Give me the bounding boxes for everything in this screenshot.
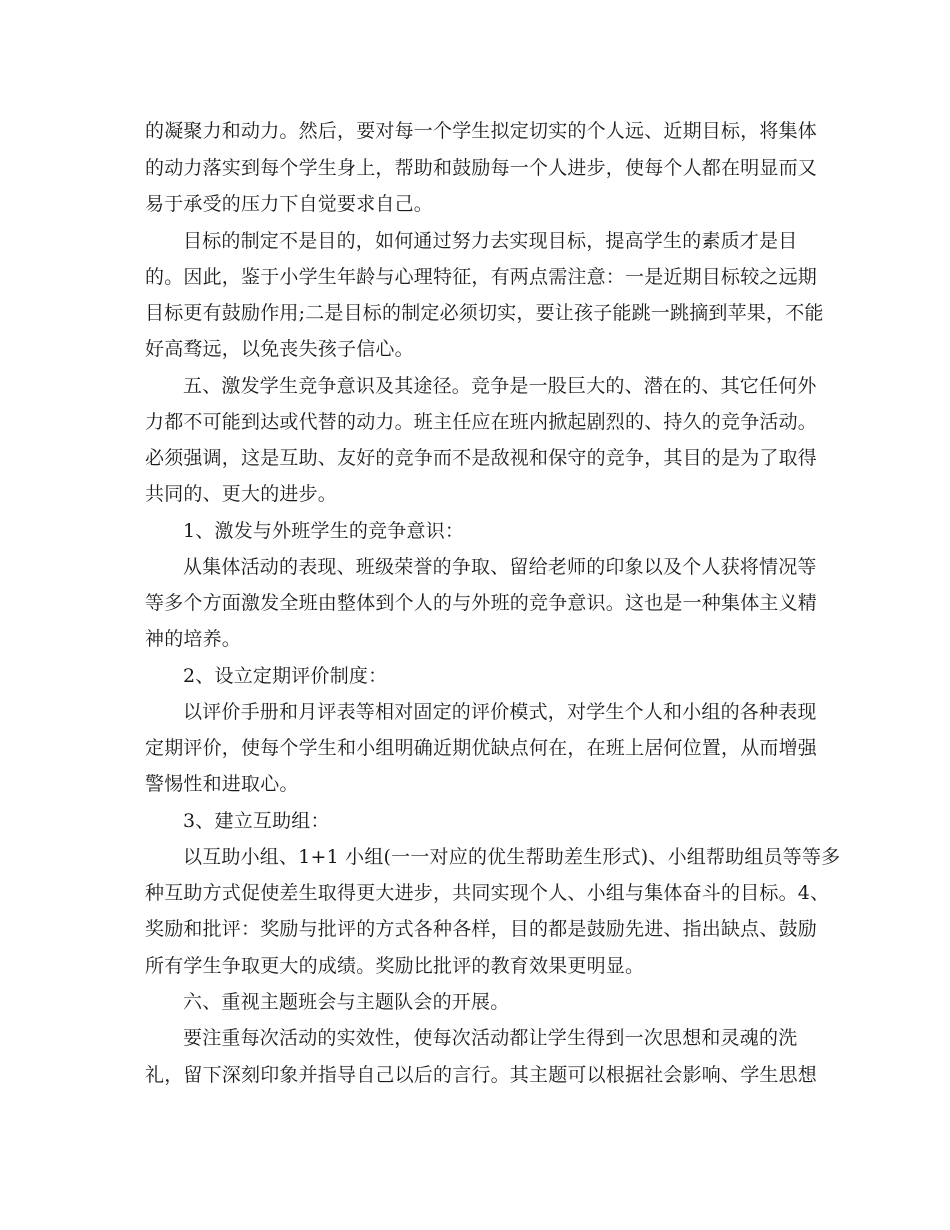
text-line: 的。因此，鉴于小学生年龄与心理特征，有两点需注意：一是近期目标较之远期 [145, 266, 818, 288]
text-line: 目标更有鼓励作用;二是目标的制定必须切实，要让孩子能跳一跳摘到苹果，不能 [145, 302, 824, 324]
subheading-1: 1、激发与外班学生的竞争意识： [183, 520, 465, 542]
paragraph-start-line: 要注重每次活动的实效性，使每次活动都让学生得到一次思想和灵魂的洗 [183, 1027, 798, 1049]
text-line: 奖励和批评：奖励与批评的方式各种各样，目的都是鼓励先进、指出缺点、鼓励 [145, 918, 818, 940]
text-line: 礼，留下深刻印象并指导自己以后的言行。其主题可以根据社会影响、学生思想 [145, 1064, 818, 1086]
text-line: 种互助方式促使差生取得更大进步，共同实现个人、小组与集体奋斗的目标。4、 [145, 882, 830, 904]
text-line: 力都不可能到达或代替的动力。班主任应在班内掀起剧烈的、持久的竞争活动。 [145, 411, 818, 433]
subheading-2: 2、设立定期评价制度： [183, 665, 388, 687]
text-line: 必须强调，这是互助、友好的竞争而不是敌视和保守的竞争，其目的是为了取得 [145, 447, 818, 469]
text-line: 易于承受的压力下自觉要求自己。 [145, 193, 434, 215]
paragraph-start-line: 从集体活动的表现、班级荣誉的争取、留给老师的印象以及个人获将情况等 [183, 556, 817, 578]
text-line: 的凝聚力和动力。然后，要对每一个学生拟定切实的个人远、近期目标，将集体 [145, 120, 818, 142]
subheading-3: 3、建立互助组： [183, 810, 330, 832]
section-heading-5: 五、激发学生竞争意识及其途径。竞争是一股巨大的、潜在的、其它任何外 [183, 375, 817, 397]
text-line: 神的培养。 [145, 628, 242, 650]
paragraph-start-line: 以互助小组、1+1 小组(一一对应的优生帮助差生形式)、小组帮助组员等等多 [183, 846, 841, 868]
text-line: 定期评价，使每个学生和小组明确近期优缺点何在，在班上居何位置，从而增强 [145, 737, 818, 759]
paragraph-start-line: 目标的制定不是目的，如何通过努力去实现目标，提高学生的素质才是目 [183, 230, 798, 252]
text-line: 共同的、更大的进步。 [145, 483, 338, 505]
text-line: 警惕性和进取心。 [145, 773, 299, 795]
text-line: 所有学生争取更大的成绩。奖励比批评的教育效果更明显。 [145, 955, 645, 977]
section-heading-6: 六、重视主题班会与主题队会的开展。 [183, 991, 510, 1013]
text-line: 的动力落实到每个学生身上，帮助和鼓励每一个人进步，使每个人都在明显而又 [145, 157, 818, 179]
text-line: 等多个方面激发全班由整体到个人的与外班的竞争意识。这也是一种集体主义精 [145, 592, 818, 614]
paragraph-start-line: 以评价手册和月评表等相对固定的评价模式，对学生个人和小组的各种表现 [183, 701, 817, 723]
text-line: 好高骛远，以免丧失孩子信心。 [145, 338, 414, 360]
